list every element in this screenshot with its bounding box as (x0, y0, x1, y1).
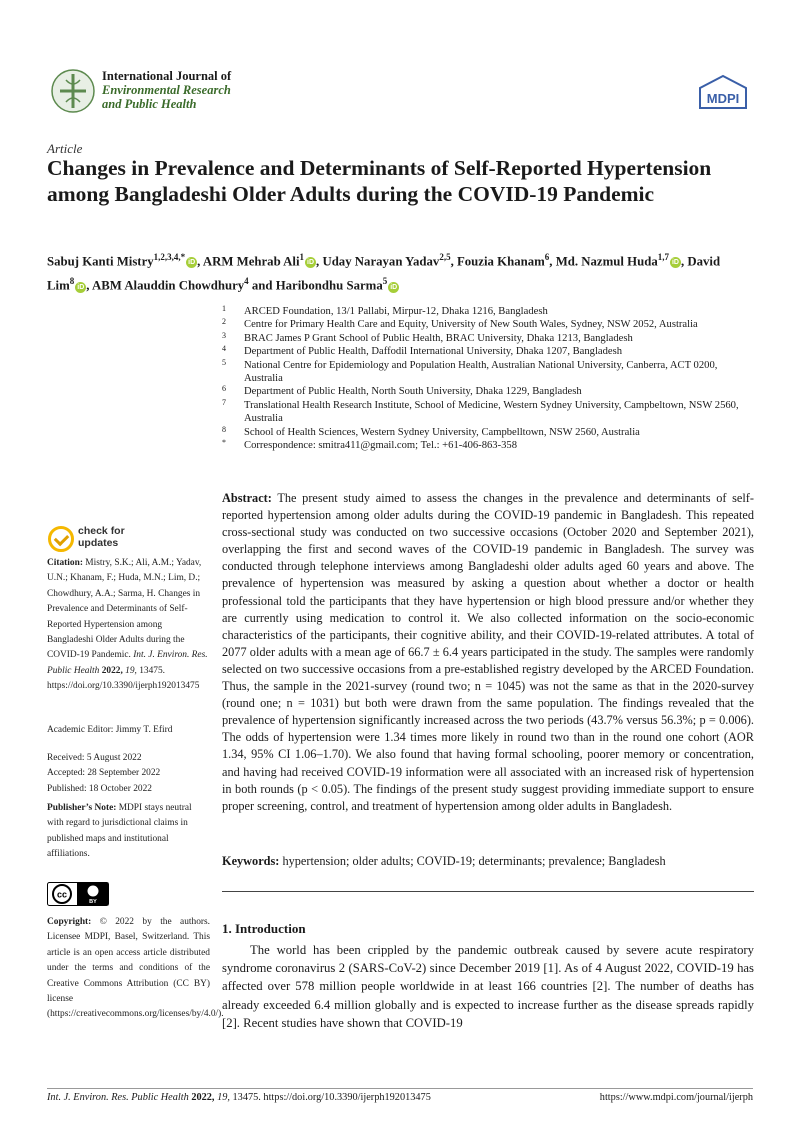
citation-label: Citation: (47, 558, 83, 568)
citation-journal: Int. J. Environ. Res. Public Health (47, 650, 208, 676)
keywords-label: Keywords: (222, 854, 280, 868)
citation-text: Mistry, S.K.; Ali, A.M.; Yadav, U.N.; Khanam, F.; Huda, M.N.; Lim, D.; Chowdhury, A.A.; Sarma, H. Changes in Prevalence and Determinants of Self-Reported Hypertension among Bangladeshi Older Adults during the COVID-19 Pandemic. (47, 558, 202, 661)
affiliation-item (222, 318, 752, 331)
author-name[interactable]: Uday Narayan Yadav (322, 254, 440, 269)
affiliation-number: 6 (222, 384, 226, 394)
abstract (222, 490, 754, 815)
affiliation-number: 8 (222, 424, 226, 434)
author-name[interactable]: Sabuj Kanti Mistry (47, 254, 154, 269)
journal-name-line1: International Journal of (102, 69, 232, 83)
journal-name (102, 69, 231, 111)
affiliation-number: 3 (222, 330, 226, 340)
author-list (47, 247, 747, 296)
paper-title: Changes in Prevalence and Determinants of Self-Reported Hypertension among Bangladeshi Older Adults during the COVID-19 Pandemic (47, 156, 712, 206)
author-affiliation-marker: 1,2,3,4,* (153, 252, 186, 262)
author-affiliation-marker: 5 (382, 276, 388, 287)
affiliation-list (222, 305, 752, 452)
keywords (222, 853, 754, 870)
author-affiliation-marker: 2,5 (439, 252, 451, 262)
author-separator: , (316, 254, 323, 269)
keywords-text: hypertension; older adults; COVID-19; determinants; prevalence; Bangladesh (282, 854, 666, 868)
orcid-icon[interactable]: iD (307, 259, 315, 267)
check-updates-text: check for updates (78, 525, 125, 549)
mdpi-logo-text: MDPI (706, 91, 740, 106)
footer-year: 2022, (191, 1092, 215, 1103)
footer-journal: Int. J. Environ. Res. Public Health (47, 1092, 189, 1103)
author-affiliation-marker: 1,7 (657, 252, 669, 262)
footer-citation (47, 1092, 431, 1103)
cc-by-text: BY (89, 899, 97, 905)
author-separator: and (248, 278, 276, 293)
affiliation-item (222, 332, 752, 345)
footer-doi-link[interactable]: 13475. https://doi.org/10.3390/ijerph192013475 (232, 1092, 431, 1103)
citation-volume: 19, (125, 665, 137, 676)
received-date: Received: 5 August 2022 (47, 753, 142, 763)
article-type: Article (47, 141, 83, 156)
abstract-text: The present study aimed to assess the changes in the prevalence and determinants of self-reported hypertension among older adults during the COVID-19 pandemic in Bangladesh. This repeated cross-sectional study was conducted on two successive occasions (October 2020 and September 2021), overlapping the first and second waves of the COVID-19 pandemic in Bangladesh. The survey was conducted through telephone interviews among Bangladeshi older adults aged 60 years and above. The prevalence of hypertension was measured by asking a question about whether a doctor or health professional told the participants that they have hypertension or high blood pressure and/or whether they are currently using medication to control it. We also collected information on the socio-economic characteristics of the participants, their cognitive ability, and their COVID-19-related attributes. A total of 2077 older adults with a mean age of 66.7 ± 6.4 years participated in the study. The samples were randomly selected on two successive occasions from a pre-established registry developed by the ARCED Foundation. Thus, the sample in the 2021-survey (round two; n = 1045) was not the same as that in the 2020-survey (round one; n = 1031) but both were drawn from the same population. The findings revealed that the prevalence of hypertension significantly increased across the two periods (43.7% versus 56.3%; p = 0.006). The odds of hypertension were 1.34 times more likely in round two than in the round one cohort (AOR 1.34, 95% CI 1.06–1.70). We also found that having formal schooling, poorer memory or concentration, and having had received COVID-19 information were all associated with an increased risk of hypertension in both rounds (p < 0.05). The findings of the present study suggest providing immediate support to ensure proper screening, control, and treatment of hypertension among older adults in Bangladesh. (222, 491, 754, 813)
affiliation-text: National Centre for Epidemiology and Population Health, Australian National University, Canberra, ACT 0200, Australia (244, 359, 718, 385)
author-name[interactable]: ARM Mehrab Ali (202, 254, 300, 269)
affiliation-number: 1 (222, 304, 226, 313)
affiliation-text: BRAC James P Grant School of Public Health, BRAC University, Dhaka 1213, Bangladesh (244, 332, 633, 344)
check-updates-label (78, 526, 148, 549)
affiliation-item (222, 439, 752, 452)
author-affiliation-marker: 1 (299, 252, 305, 262)
author-name[interactable]: Md. Nazmul Huda (555, 254, 658, 269)
affiliation-text: Correspondence: smitra411@gmail.com; Tel.: +61-406-863-358 (244, 440, 518, 452)
affiliation-item (222, 385, 752, 398)
citation-doi-link[interactable]: 13475. https://doi.org/10.3390/ijerph192013475 (47, 665, 200, 692)
publisher-note (47, 801, 210, 863)
author-separator: , (680, 254, 688, 269)
journal-name-line3: and Public Health (102, 97, 197, 111)
affiliation-text: Centre for Primary Health Care and Equity, University of New South Wales, Sydney, NSW 2052, Australia (244, 319, 698, 331)
author-separator: , (549, 254, 556, 269)
affiliation-text: School of Health Sciences, Western Sydney University, Campbelltown, NSW 2560, Australia (244, 426, 640, 438)
section-heading: 1. Introduction (222, 921, 306, 936)
orcid-icon[interactable]: iD (390, 283, 398, 291)
introduction-text (222, 941, 754, 1032)
author-name[interactable]: Haribondhu Sarma (275, 278, 383, 293)
author-name[interactable]: ABM Alauddin Chowdhury (91, 278, 245, 293)
orcid-icon[interactable]: iD (671, 259, 679, 267)
affiliation-number: 7 (222, 397, 226, 407)
footer-volume: 19, (217, 1092, 230, 1103)
cc-by-license-icon[interactable] (47, 882, 109, 906)
academic-editor: Academic Editor: Jimmy T. Efird (47, 725, 173, 735)
journal-name-line2: Environmental Research (102, 83, 231, 97)
author-name[interactable]: David Lim (47, 254, 721, 293)
affiliation-text: Department of Public Health, North South University, Dhaka 1229, Bangladesh (244, 386, 582, 398)
affiliation-item (222, 345, 752, 358)
publisher-note-label: Publisher’s Note: (47, 803, 117, 813)
publication-dates (47, 751, 210, 797)
affiliation-text: Translational Health Research Institute, School of Medicine, Western Sydney University, Campbeltown, NSW 2560, Australia (244, 399, 739, 425)
introduction-paragraph: The world has been crippled by the pandemic outbreak caused by severe acute respiratory syndrome coronavirus 2 (SARS-CoV-2) since December 2019 [1]. As of 4 August 2022, COVID-19 has affected over 578 million people worldwide in at least 166 countries [2]. The number of deaths has already exceeded 6.4 million globally and is expected to increase further as the disease spreads rapidly [2]. Recent studies have shown that COVID-19 (222, 943, 754, 1030)
abstract-label: Abstract: (222, 491, 272, 505)
check-updates-icon (48, 526, 74, 552)
check-for-updates-button[interactable] (48, 524, 168, 554)
orcid-icon[interactable]: iD (77, 283, 85, 291)
affiliation-item (222, 305, 752, 318)
journal-logo (50, 66, 96, 116)
copyright-block (47, 915, 224, 1023)
author-separator: , (450, 254, 457, 269)
published-date: Published: 18 October 2022 (47, 783, 152, 794)
copyright-label: Copyright: (47, 917, 92, 927)
affiliation-number: 4 (222, 344, 226, 354)
affiliation-text: Department of Public Health, Daffodil International University, Dhaka 1207, Bangladesh (244, 346, 623, 358)
author-affiliation-marker: 8 (69, 276, 75, 287)
orcid-icon[interactable]: iD (188, 259, 196, 267)
affiliation-text: ARCED Foundation, 13/1 Pallabi, Mirpur-12, Dhaka 1216, Bangladesh (244, 306, 548, 317)
affiliation-item (222, 359, 752, 386)
author-affiliation-marker: 4 (244, 276, 249, 287)
author-separator: , (86, 278, 92, 293)
publisher-note-text: MDPI stays neutral with regard to jurisdictional claims in published maps and institutional affiliations. (47, 803, 192, 860)
citation-year: 2022, (101, 665, 123, 676)
affiliation-item (222, 426, 752, 439)
affiliation-number: 5 (222, 357, 226, 367)
affiliation-number: * (222, 438, 226, 448)
affiliation-number: 2 (222, 317, 226, 327)
mdpi-logo (697, 74, 749, 110)
accepted-date: Accepted: 28 September 2022 (47, 768, 161, 779)
footer-divider (47, 1088, 753, 1089)
svg-text:cc: cc (56, 889, 68, 900)
citation-block (47, 556, 210, 695)
author-name[interactable]: Fouzia Khanam (456, 254, 545, 269)
author-separator: , (197, 254, 203, 269)
section-divider (222, 891, 754, 892)
copyright-text: © 2022 by the authors. Licensee MDPI, Basel, Switzerland. This article is an open access article distributed under the terms and conditions of the Creative Commons Attribution (CC BY) license (https://creativecommons.org/licenses/by/4.0/). (47, 917, 224, 1020)
affiliation-item (222, 399, 752, 426)
footer-journal-link[interactable]: https://www.mdpi.com/journal/ijerph (599, 1092, 753, 1103)
author-affiliation-marker: 6 (544, 252, 550, 262)
